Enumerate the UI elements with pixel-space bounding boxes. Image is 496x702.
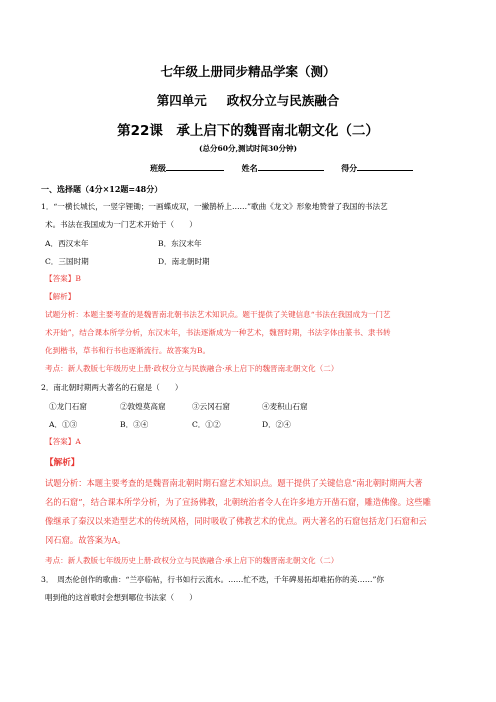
student-info-fields — [150, 161, 413, 174]
unit-title: 政权分立与民族融合 — [226, 93, 340, 108]
name-label: 姓名 — [241, 163, 258, 173]
q1-option-d: D．南北朝时期 — [158, 257, 210, 266]
q1-kaodian: 考点：新人教版七年级历史上册·政权分立与民族融合·承上启下的魏晋南北朝文化（二） — [45, 364, 339, 373]
document-title: 七年级上册同步精品学案（测） — [160, 64, 336, 79]
q1-option-a: A．西汉末年 — [45, 239, 89, 248]
q1-analysis-label: 【解析】 — [45, 292, 76, 301]
q1-analysis-line1: 试题分析：本题主要考查的是魏晋南北朝书法艺术知识点。题干提供了关键信息“书法在我国成为一门艺 — [45, 310, 391, 319]
class-label: 班级 — [150, 163, 166, 173]
q1-option-c: C．三国时期 — [45, 257, 89, 266]
q2-analysis-line3: 像继承了秦汉以来造型艺术的传统风格，同时吸收了佛教艺术的优点。两大著名的石窟包括龙门石窟和云 — [45, 516, 427, 526]
q2-option-a: A．①③ — [49, 420, 78, 429]
q1-analysis-line3: 化到楷书，草书和行书也逐渐流行。故答案为B。 — [45, 346, 211, 355]
q2-item-1: ①龙门石窟 — [49, 402, 87, 411]
q1-answer: 【答案】B — [45, 274, 81, 283]
score-blank[interactable] — [357, 161, 413, 171]
q2-analysis-line1: 试题分析：本题主要考查的是魏晋南北朝时期石窟艺术知识点。题干提供了关键信息“南北朝时期两大著 — [45, 478, 423, 488]
q1-analysis-line2: 术开始”，结合课本所学分析，东汉末年，书法逐渐成为一种艺术，魏晋时期，书法字体由篆书、隶书转 — [45, 328, 391, 337]
unit-heading — [0, 91, 496, 109]
q1-stem-line1: 1．“一横长城长，一竖字锂锄；一画蝶成双，一撇鹊桥上……”歌曲《龙文》形象地赞誉了我国的书法艺 — [41, 202, 388, 211]
q1-option-b: B．东汉末年 — [158, 239, 202, 248]
q2-answer: 【答案】A — [45, 437, 81, 446]
q2-kaodian: 考点：新人教版七年级历史上册·政权分立与民族融合·承上启下的魏晋南北朝文化（二） — [45, 556, 339, 565]
q3-stem-line2: 唱到他的这首歌时会想到哪位书法家（ ） — [45, 593, 197, 602]
score-label: 得分 — [341, 163, 358, 173]
q2-item-4: ④麦积山石窟 — [262, 402, 308, 411]
q2-item-3: ③云冈石窟 — [192, 402, 230, 411]
unit-number: 第四单元 — [156, 93, 207, 108]
section-heading: 一、选择题（4分×12题=48分） — [41, 184, 163, 194]
q2-analysis-line4: 冈石窟。故答案为A。 — [45, 535, 126, 545]
q2-option-b: B．③④ — [120, 420, 149, 429]
class-blank[interactable] — [166, 161, 224, 171]
q3-stem-line1: 3． 周杰伦创作的歌曲：“兰亭临帖，行书如行云流水。……忙不迭，千年碑易拓却难拓你的美……”你 — [41, 575, 384, 584]
q2-analysis-label: 【解析】 — [45, 458, 80, 468]
name-blank[interactable] — [258, 161, 324, 171]
score-time-note: (总分60分,测试时间30分钟) — [198, 144, 298, 153]
q2-item-2: ②敦煌莫高窟 — [120, 402, 166, 411]
q2-analysis-line2: 名的石窟”，结合课本所学分析，为了宣扬佛教，北朝统治者令人在许多地方开凿石窟，雕造佛像。这些雕 — [45, 497, 431, 507]
q2-option-d: D．②④ — [262, 420, 291, 429]
q2-option-c: C．①② — [192, 420, 221, 429]
q2-stem: 2．南北朝时期两大著名的石窟是（ ） — [41, 383, 183, 392]
lesson-title: 第22课 承上启下的魏晋南北朝文化（二） — [117, 123, 379, 139]
q1-stem-line2: 术。书法在我国成为一门艺术开始于（ ） — [45, 220, 197, 229]
